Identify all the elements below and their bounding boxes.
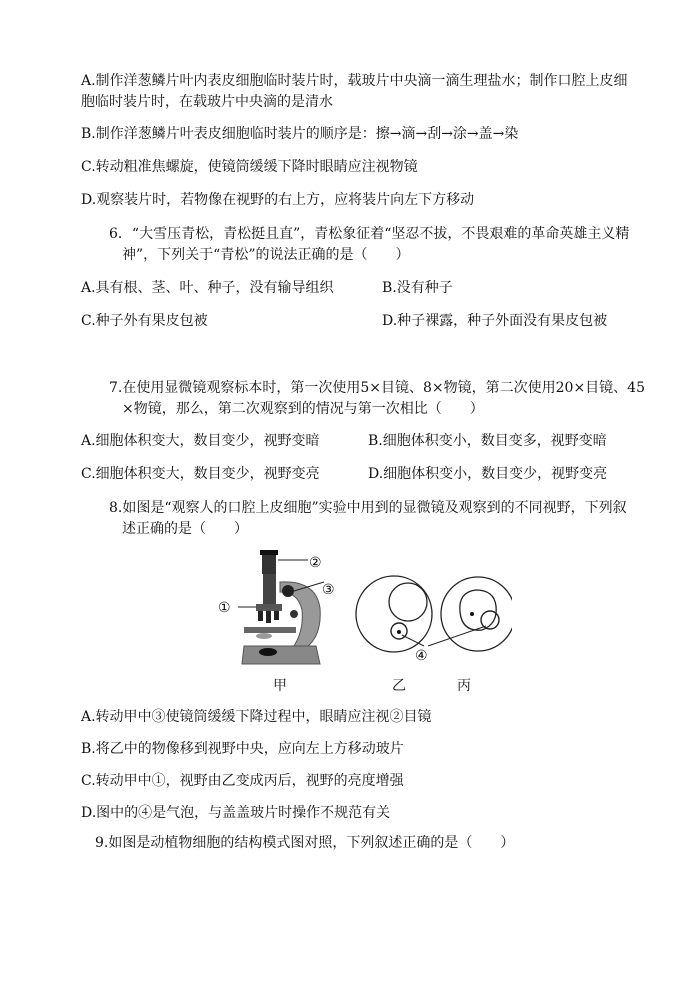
q7-option-c: C.细胞体积变大，数目变少，视野变亮 bbox=[81, 466, 320, 482]
q9-stem-line1: 9.如图是动植物细胞的结构模式图对照，下列叙述正确的是（ ） bbox=[95, 835, 515, 851]
q6-option-c: C.种子外有果皮包被 bbox=[81, 313, 208, 329]
q5-option-a-line1: A.制作洋葱鳞片叶内表皮细胞临时装片时，载玻片中央滴一滴生理盐水；制作口腔上皮细 bbox=[81, 73, 628, 89]
q6-option-a: A.具有根、茎、叶、种子，没有输导组织 bbox=[81, 280, 334, 296]
q6-stem-line1: 6．“大雪压青松，青松挺且直”，青松象征着“坚忍不拔，不畏艰难的革命英雄主义精 bbox=[109, 226, 630, 242]
q8-stem-line1: 8.如图是“观察人的口腔上皮细胞”实验中用到的显微镜及观察到的不同视野，下列叙 bbox=[109, 500, 627, 516]
figure-mark-1: ① bbox=[218, 600, 231, 616]
q7-option-a: A.细胞体积变大，数目变少，视野变暗 bbox=[81, 433, 320, 449]
q7-stem-line2: ×物镜，那么，第二次观察到的情况与第一次相比（ ） bbox=[122, 401, 484, 417]
q8-option-d: D.图中的④是气泡，与盖盖玻片时操作不规范有关 bbox=[81, 805, 391, 821]
q8-option-c: C.转动甲中①，视野由乙变成丙后，视野的亮度增强 bbox=[81, 773, 404, 789]
microscope-figure bbox=[238, 546, 358, 671]
q6-option-d: D.种子裸露，种子外面没有果皮包被 bbox=[382, 313, 608, 329]
figure-caption-yi: 乙 bbox=[392, 678, 406, 694]
q8-option-b: B.将乙中的物像移到视野中央，应向左上方移动玻片 bbox=[81, 741, 404, 757]
figure-mark-2: ② bbox=[309, 555, 322, 571]
q6-stem-line2: 神”，下列关于“青松”的说法正确的是（ ） bbox=[122, 247, 410, 263]
figure-mark-3: ③ bbox=[322, 582, 335, 598]
q5-option-c: C.转动粗准焦螺旋，使镜筒缓缓下降时眼睛应注视物镜 bbox=[81, 159, 418, 175]
q5-option-d: D.观察装片时，若物像在视野的右上方，应将装片向左下方移动 bbox=[81, 192, 475, 208]
q7-option-d: D.细胞体积变小，数目变少，视野变亮 bbox=[368, 466, 608, 482]
figure-caption-bing: 丙 bbox=[457, 678, 471, 694]
q8-option-a: A.转动甲中③使镜筒缓缓下降过程中，眼睛应注视②目镜 bbox=[81, 709, 432, 725]
q8-stem-line2: 述正确的是（ ） bbox=[122, 521, 248, 537]
q7-option-b: B.细胞体积变小，数目变多，视野变暗 bbox=[368, 433, 607, 449]
q6-option-b: B.没有种子 bbox=[382, 280, 453, 296]
field-of-view-figure bbox=[352, 574, 512, 664]
q5-option-a-line2: 胞临时装片时，在载玻片中央滴的是清水 bbox=[81, 94, 333, 110]
figure-mark-4: ④ bbox=[415, 648, 428, 664]
figure-caption-jia: 甲 bbox=[273, 678, 287, 694]
q7-stem-line1: 7.在使用显微镜观察标本时，第一次使用5×目镜、8×物镜，第二次使用20×目镜、45 bbox=[109, 380, 645, 396]
q5-option-b: B.制作洋葱鳞片叶表皮细胞临时装片的顺序是：擦→滴→刮→涂→盖→染 bbox=[81, 126, 519, 142]
